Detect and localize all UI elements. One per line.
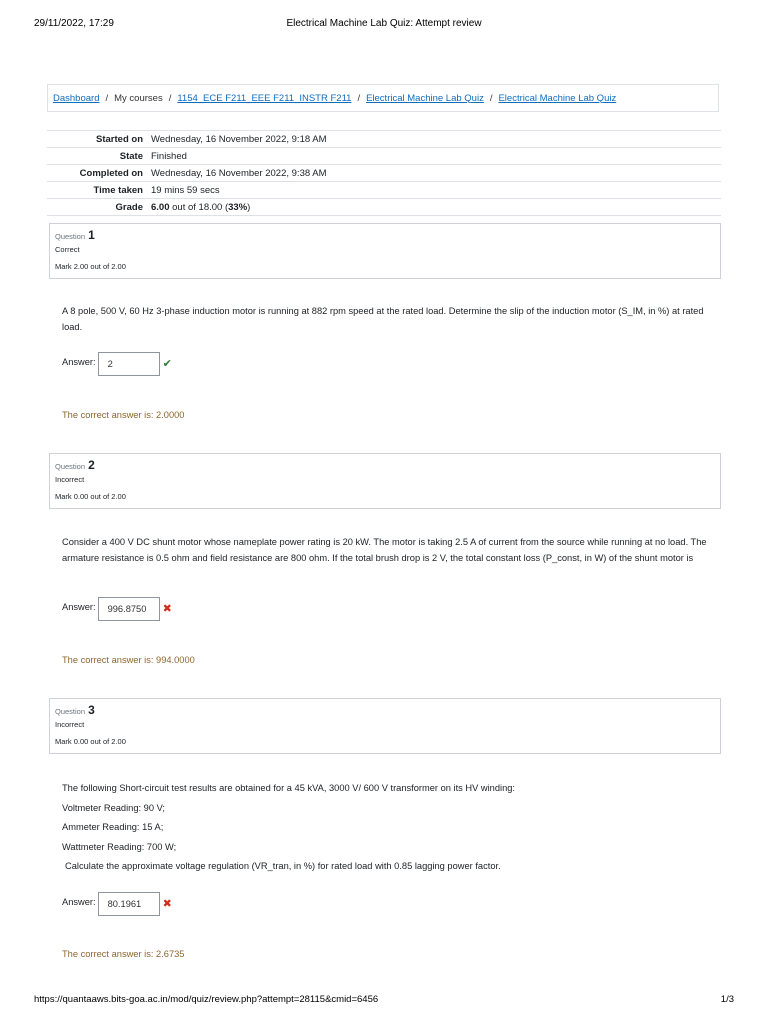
summary-row-grade (47, 199, 721, 216)
breadcrumb-separator: / (168, 92, 172, 104)
summary-row-completed (47, 165, 721, 182)
breadcrumb-separator: / (489, 92, 493, 104)
answer-label: Answer: (62, 357, 96, 367)
question-word: Question (55, 707, 86, 716)
question-3-answer-row (62, 892, 172, 916)
grade-value (147, 199, 721, 216)
question-1-right-answer: The correct answer is: 2.0000 (62, 410, 185, 420)
summary-row-state (47, 148, 721, 165)
breadcrumb (47, 84, 719, 112)
question-1-answer-row (62, 352, 172, 376)
question-3-text (62, 781, 712, 879)
grade-percent: 33% (228, 201, 248, 213)
breadcrumb-separator: / (105, 92, 109, 104)
question-word: Question (55, 462, 86, 471)
started-label: Started on (47, 131, 147, 148)
question-1-info (49, 223, 721, 279)
question-text-paragraph: Calculate the approximate voltage regulation (VR_tran, in %) for rated load with 0.85 lagging power factor. (65, 861, 501, 871)
print-header (34, 18, 734, 32)
breadcrumb-separator: / (357, 92, 361, 104)
question-state: Correct (55, 245, 80, 254)
question-3-right-answer: The correct answer is: 2.6735 (62, 949, 185, 959)
question-2-right-answer: The correct answer is: 994.0000 (62, 655, 195, 665)
question-1-text (62, 304, 712, 339)
print-url: https://quantaaws.bits-goa.ac.in/mod/quiz/review.php?attempt=28115&cmid=6456 (34, 994, 379, 1005)
question-state: Incorrect (55, 720, 85, 729)
breadcrumb-dashboard-link[interactable]: Dashboard (53, 92, 100, 104)
state-value: Finished (147, 148, 721, 165)
question-text-paragraph: Voltmeter Reading: 90 V; (62, 802, 166, 813)
grade-score: 6.00 (151, 201, 170, 213)
question-number: 2 (88, 458, 95, 472)
print-title: Electrical Machine Lab Quiz: Attempt review (286, 18, 482, 29)
time-taken-value: 19 mins 59 secs (147, 182, 721, 199)
grade-out-of: out of 18.00 ( (169, 201, 229, 213)
summary-row-started (47, 131, 721, 148)
question-state: Incorrect (55, 475, 85, 484)
state-label: State (47, 148, 147, 165)
question-2-answer-row (62, 597, 172, 621)
question-number: 3 (88, 703, 95, 717)
cross-icon: ✖ (162, 603, 172, 615)
answer-label: Answer: (62, 897, 96, 907)
question-2-text (62, 535, 712, 570)
print-datetime: 29/11/2022, 17:29 (34, 18, 114, 29)
question-mark: Mark 0.00 out of 2.00 (55, 492, 126, 501)
question-text-paragraph: The following Short-circuit test results are obtained for a 45 kVA, 3000 V/ 600 V transformer on its HV winding: (62, 783, 516, 793)
question-text-paragraph: Wattmeter Reading: 700 W; (62, 841, 177, 852)
check-icon: ✔ (162, 358, 172, 370)
question-text-paragraph: Ammeter Reading: 15 A; (62, 822, 164, 832)
time-taken-label: Time taken (47, 182, 147, 199)
question-mark: Mark 0.00 out of 2.00 (55, 737, 126, 746)
print-page-number: 1/3 (720, 994, 734, 1005)
question-text-paragraph: A 8 pole, 500 V, 60 Hz 3-phase induction motor is running at 882 rpm speed at the rated load. Determine the slip of the induction motor (S_IM, in %) at rated load. (62, 306, 704, 332)
summary-row-time (47, 182, 721, 199)
question-word: Question (55, 232, 86, 241)
breadcrumb-my-courses: My courses (114, 92, 163, 104)
grade-label: Grade (47, 199, 147, 216)
answer-input[interactable]: 2 (98, 352, 160, 376)
answer-label: Answer: (62, 602, 96, 612)
started-value: Wednesday, 16 November 2022, 9:18 AM (147, 131, 721, 148)
attempt-summary-table (47, 130, 721, 216)
cross-icon: ✖ (162, 898, 172, 910)
answer-input[interactable]: 996.8750 (98, 597, 160, 621)
breadcrumb-quiz-link[interactable]: Electrical Machine Lab Quiz (498, 92, 617, 104)
grade-close: ) (247, 201, 251, 213)
completed-value: Wednesday, 16 November 2022, 9:38 AM (147, 165, 721, 182)
question-3-info (49, 698, 721, 754)
question-number: 1 (88, 228, 95, 242)
question-text-paragraph: Consider a 400 V DC shunt motor whose nameplate power rating is 20 kW. The motor is taking 2.5 A of current from the source while running at no load. The armature resistance is 0.5 ohm and field resistance are 800 ohm. If the total brush drop is 2 V, the total constant loss (P_const, in W) of the shunt motor is (62, 537, 707, 563)
breadcrumb-course-link[interactable]: 1154_ECE F211_EEE F211_INSTR F211 (177, 92, 352, 104)
question-2-info (49, 453, 721, 509)
answer-input[interactable]: 80.1961 (98, 892, 160, 916)
completed-label: Completed on (47, 165, 147, 182)
question-mark: Mark 2.00 out of 2.00 (55, 262, 126, 271)
breadcrumb-quiz-section-link[interactable]: Electrical Machine Lab Quiz (366, 92, 484, 104)
